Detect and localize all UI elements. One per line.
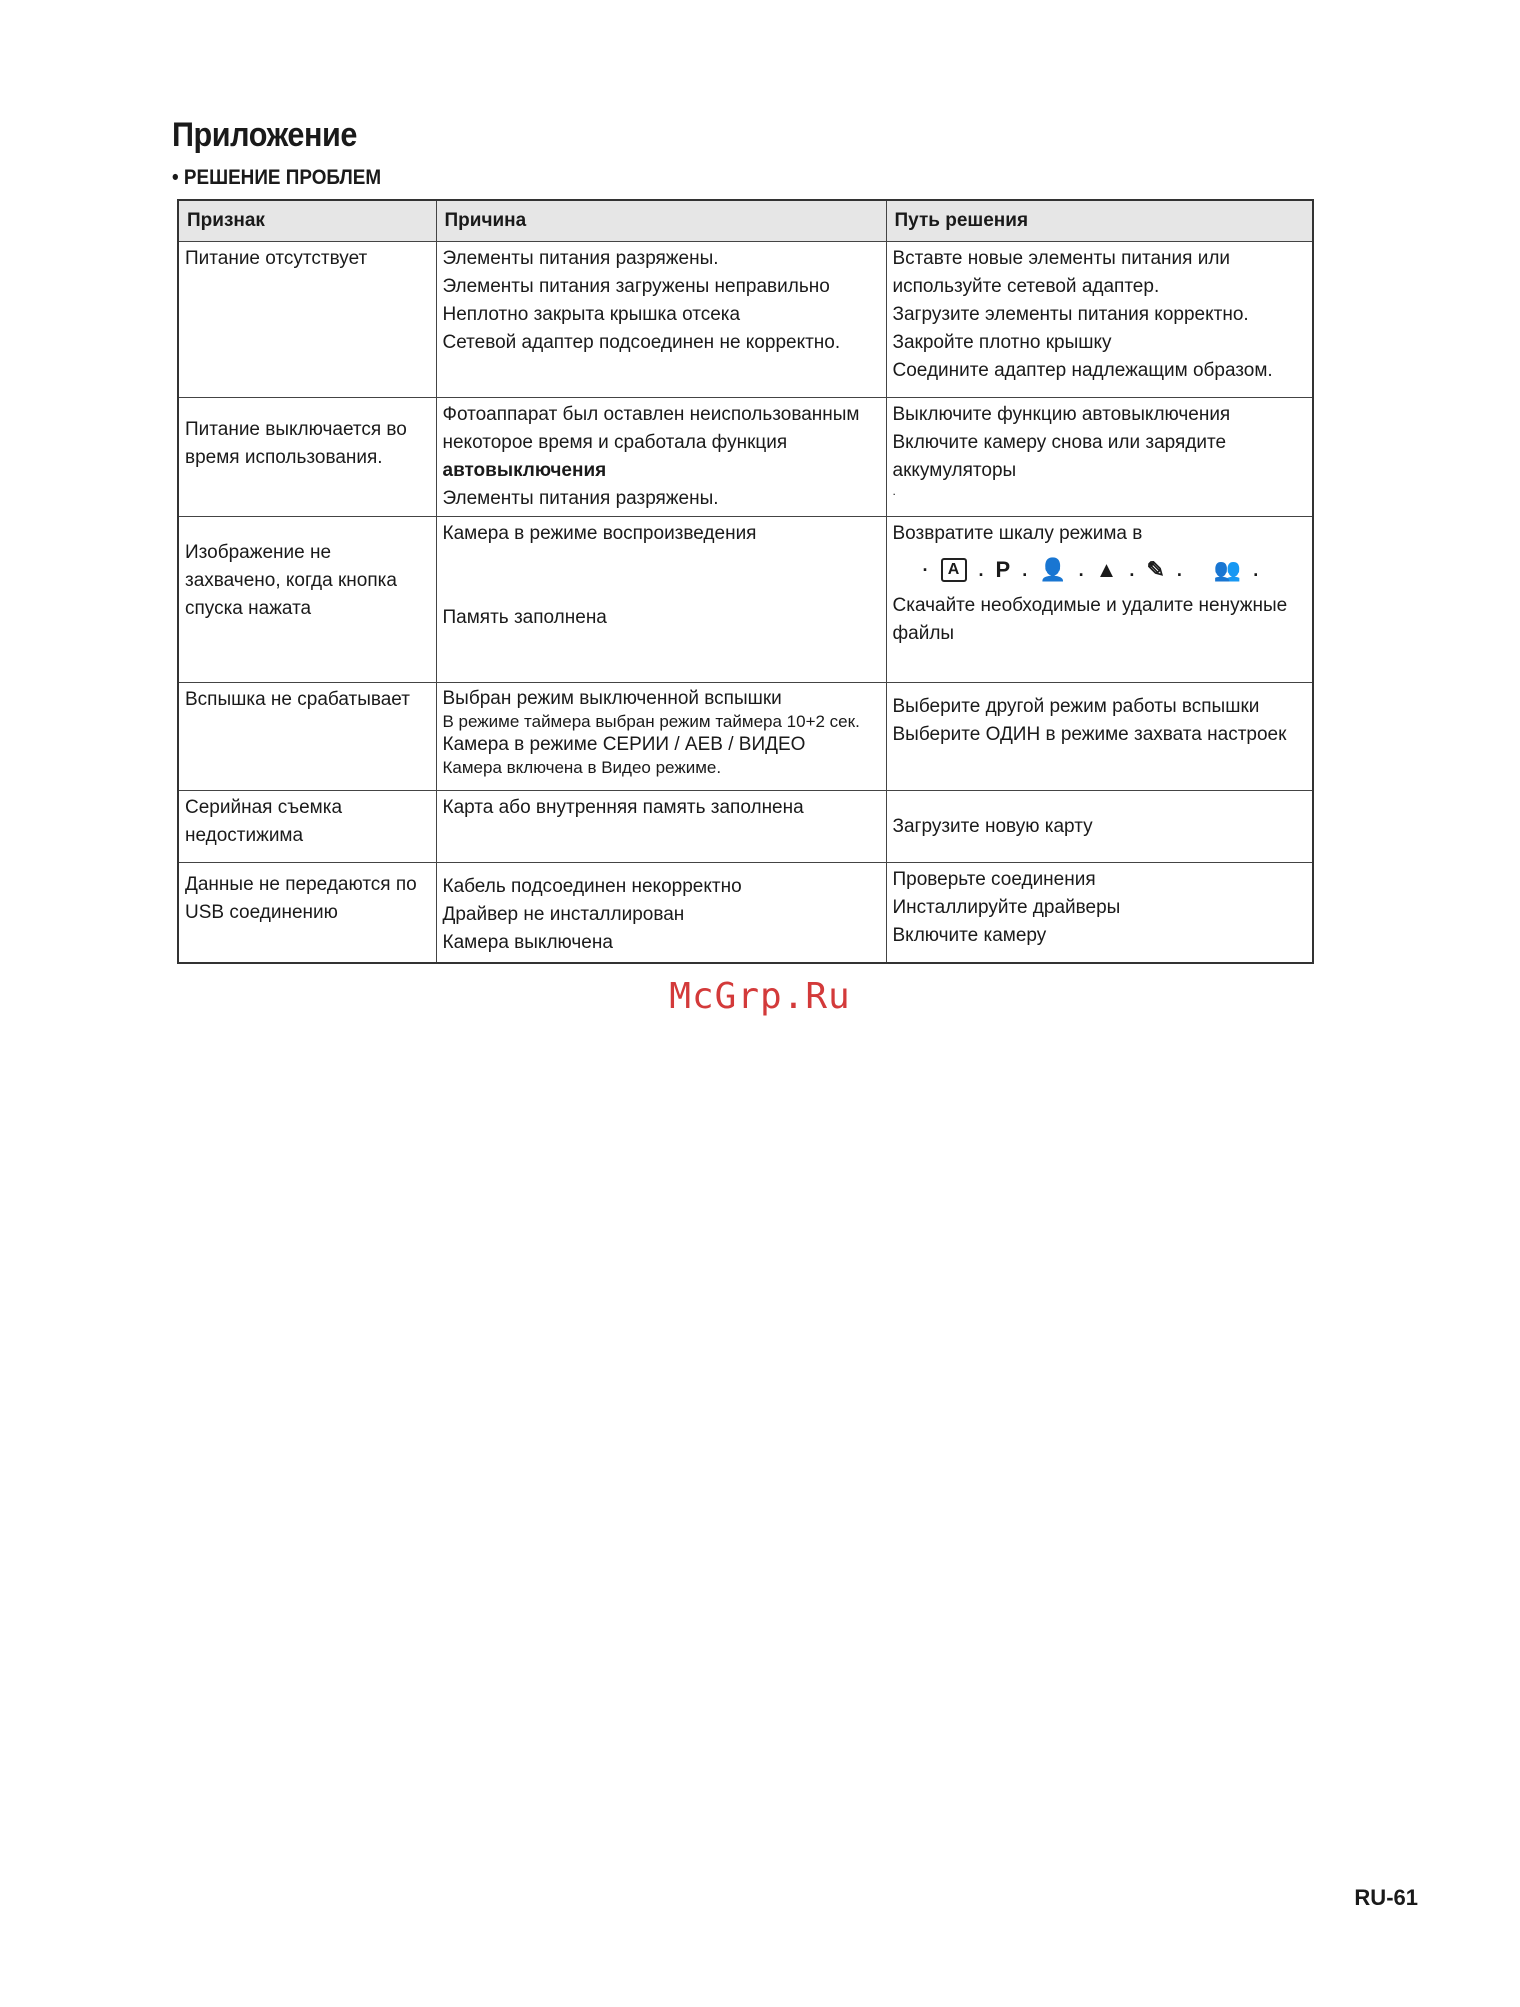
solution-text: Выберите другой режим работы вспышки — [892, 696, 1260, 717]
cause-text: Элементы питания разряжены. — [442, 488, 719, 509]
symptom-text: Питание выключается во — [185, 419, 407, 440]
header-symptom: Признак — [178, 200, 436, 242]
cause-text: Камера включена в Видео режиме. — [442, 758, 722, 777]
cause-text: Камера в режиме воспроизведения — [442, 523, 757, 544]
sport-mode-icon: ✎ — [1146, 557, 1165, 582]
troubleshooting-table — [177, 199, 1314, 964]
cause-text: Карта або внутренняя память заполнена — [442, 797, 804, 818]
symptom-text: Питание отсутствует — [185, 248, 368, 269]
symptom-text: спуска нажата — [185, 598, 312, 619]
mode-dial-icons: · A . P . 👤 . ▲ . ✎ . 👥 . — [922, 557, 1259, 582]
solution-text: файлы — [892, 623, 955, 644]
solution-text: Включите камеру — [892, 925, 1047, 946]
program-mode-icon: P — [995, 557, 1011, 582]
solution-text: Вставте новые элементы питания или — [892, 248, 1231, 269]
cause-cell — [436, 683, 886, 791]
cause-text: Кабель подсоединен некорректно — [442, 876, 742, 897]
table-header-row — [178, 200, 1313, 242]
solution-text: аккумуляторы — [892, 460, 1017, 481]
table-row — [178, 398, 1313, 517]
symptom-text: USB соединению — [185, 902, 338, 923]
symptom-text: Изображение не — [185, 542, 332, 563]
solution-text: Загрузите элементы питания корректно. — [892, 304, 1249, 325]
cause-text: Выбран режим выключенной вспышки — [442, 688, 782, 709]
cause-text: Драйвер не инсталлирован — [442, 904, 685, 925]
cause-text: Фотоаппарат был оставлен неиспользованным — [442, 404, 860, 425]
solution-cell — [886, 791, 1313, 863]
solution-text: Включите камеру снова или зарядите — [892, 432, 1227, 453]
solution-text: Загрузите новую карту — [892, 815, 1093, 837]
cause-text: Камера в режиме СЕРИИ / AEB / ВИДЕО — [442, 734, 806, 755]
solution-cell — [886, 517, 1313, 683]
solution-text: Соедините адаптер надлежащим образом. — [892, 360, 1273, 381]
symptom-text: время использования. — [185, 447, 383, 468]
solution-cell — [886, 683, 1313, 791]
symptom-cell — [178, 683, 436, 791]
solution-text: используйте сетевой адаптер. — [892, 276, 1160, 297]
cause-cell — [436, 863, 886, 963]
cause-text: Сетевой адаптер подсоединен не корректно. — [442, 332, 841, 353]
solution-cell — [886, 398, 1313, 517]
cause-text: Память заполнена — [442, 607, 607, 628]
cause-cell — [436, 398, 886, 517]
cause-cell — [436, 791, 886, 863]
table-row — [178, 242, 1313, 398]
solution-text: . — [892, 484, 896, 498]
landscape-mode-icon: ▲ — [1095, 557, 1118, 582]
symptom-text: Данные не передаются по — [185, 874, 417, 895]
table-row — [178, 517, 1313, 683]
solution-text: Выберите ОДИН в режиме захвата настроек — [892, 724, 1287, 745]
page-number: RU-61 — [1354, 1885, 1418, 1910]
header-cause: Причина — [436, 200, 886, 242]
cause-text: В режиме таймера выбран режим таймера 10+2 сек. — [442, 712, 860, 731]
solution-cell — [886, 242, 1313, 398]
solution-text: Инсталлируйте драйверы — [892, 897, 1121, 918]
solution-text: Проверьте соединения — [892, 869, 1096, 890]
page-title: Приложение — [172, 116, 357, 154]
solution-text: Возвратите шкалу режима в — [892, 523, 1143, 544]
cause-text: Элементы питания разряжены. — [442, 248, 719, 269]
cause-text: некоторое время и сработала функция — [442, 432, 788, 453]
symptom-text: недостижима — [185, 825, 304, 846]
solution-text: Закройте плотно крышку — [892, 332, 1112, 353]
cause-text: Неплотно закрыта крышка отсека — [442, 304, 741, 325]
section-title: • РЕШЕНИЕ ПРОБЛЕМ — [172, 166, 382, 189]
cause-text: автовыключения — [442, 460, 607, 481]
table-row — [178, 791, 1313, 863]
watermark: McGrp.Ru — [669, 976, 851, 1017]
symptom-text: захвачено, когда кнопка — [185, 570, 397, 591]
cause-text: Элементы питания загружены неправильно — [442, 276, 830, 297]
auto-mode-icon: A — [941, 558, 967, 582]
symptom-text: Вспышка не срабатывает — [185, 689, 410, 710]
symptom-cell — [178, 863, 436, 963]
symptom-cell — [178, 242, 436, 398]
solution-text: Выключите функцию автовыключения — [892, 404, 1231, 425]
symptom-text: Серийная съемка — [185, 797, 343, 818]
header-solution: Путь решения — [886, 200, 1313, 242]
cause-text: Камера выключена — [442, 932, 613, 953]
symptom-cell — [178, 517, 436, 683]
cause-cell — [436, 242, 886, 398]
symptom-cell — [178, 398, 436, 517]
table-row — [178, 863, 1313, 963]
solution-text: Скачайте необходимые и удалите ненужные — [892, 595, 1288, 616]
portrait-mode-icon: 👤 — [1039, 557, 1067, 582]
symptom-cell — [178, 791, 436, 863]
night-portrait-mode-icon: 👥 — [1213, 557, 1242, 582]
solution-cell — [886, 863, 1313, 963]
table-row — [178, 683, 1313, 791]
cause-cell — [436, 517, 886, 683]
